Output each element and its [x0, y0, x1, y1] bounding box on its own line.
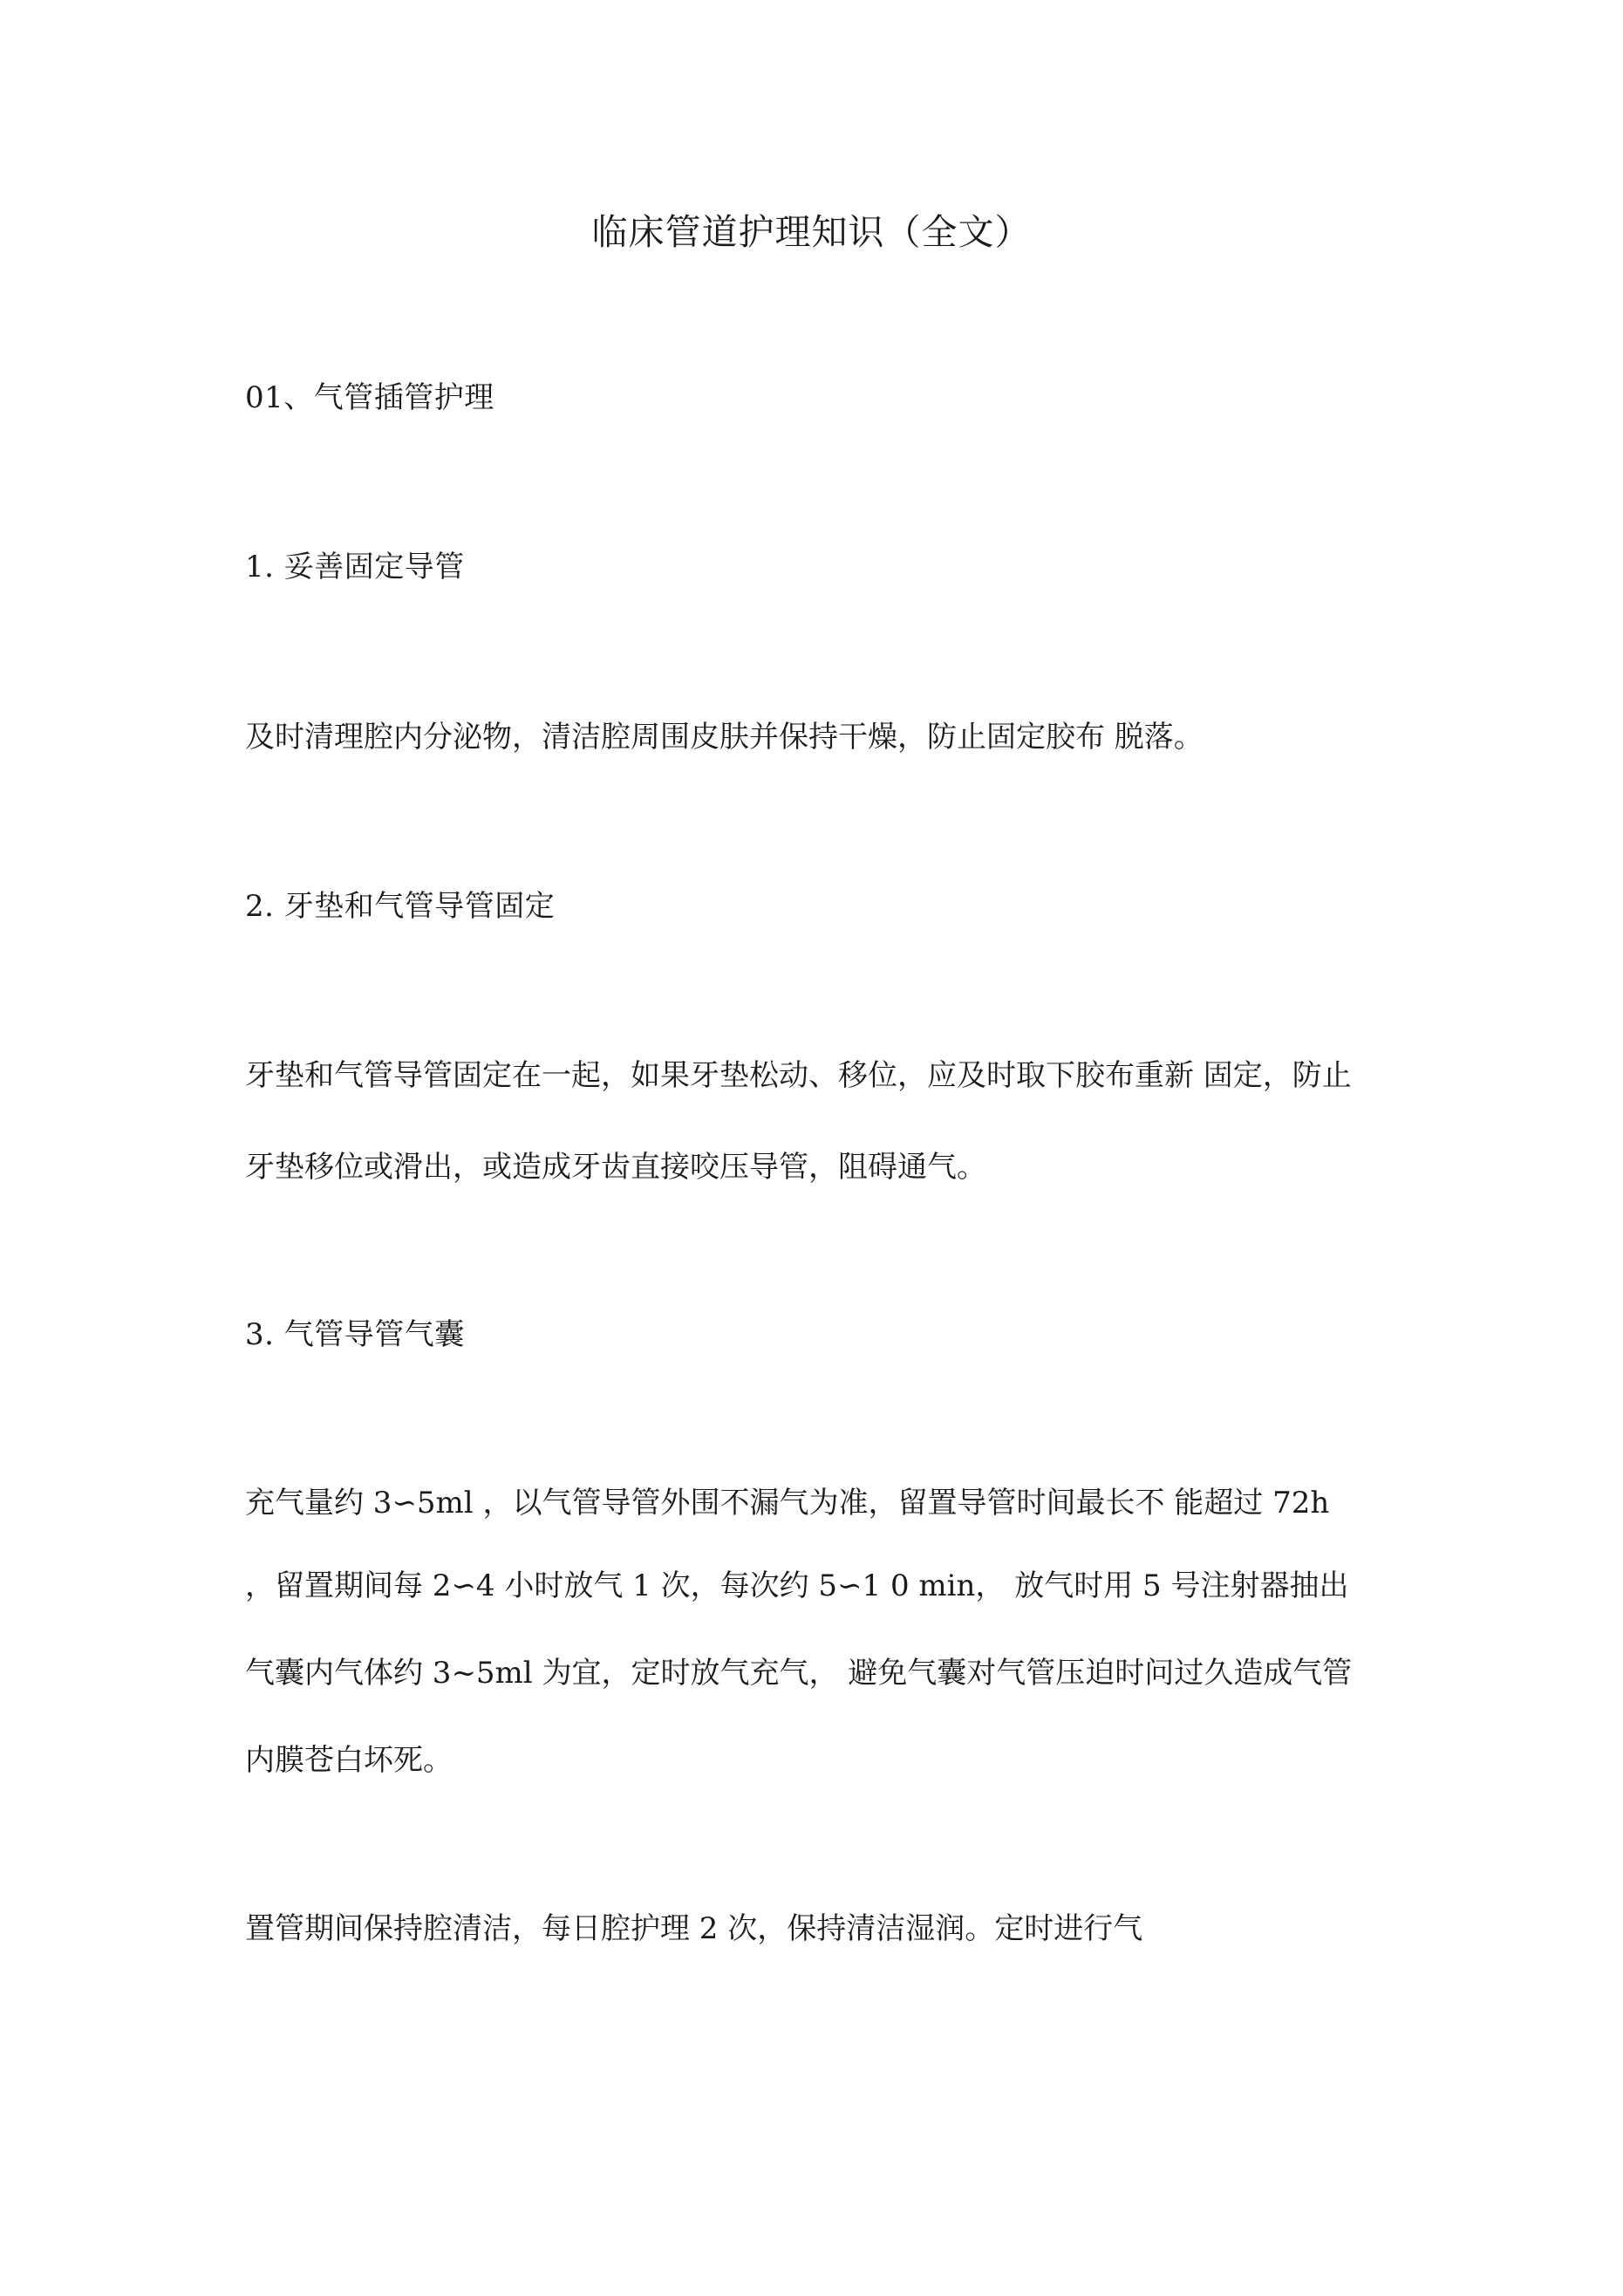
- item-2-body-line-2: 牙垫移位或滑出，或造成牙齿直接咬压导管，阻碍通气。: [245, 1150, 986, 1185]
- item-3-heading: 3. 气管导管气囊: [245, 1317, 465, 1352]
- page-title: 临床管道护理知识（全文）: [591, 211, 1032, 253]
- item-3-body-line-1: 充气量约 3∽5ml ，以气管导管外围不漏气为准，留置导管时间最长不 能超过 72h: [245, 1486, 1330, 1520]
- item-1-body-line-1: 及时清理腔内分泌物，清洁腔周围皮肤并保持干燥，防止固定胶布 脱落。: [245, 720, 1204, 755]
- item-3-body-line-4: 内膜苍白坏死。: [245, 1743, 453, 1778]
- item-2-body-line-1: 牙垫和气管导管固定在一起，如果牙垫松动、移位，应及时取下胶布重新 固定，防止: [245, 1058, 1352, 1093]
- item-2-heading: 2. 牙垫和气管导管固定: [245, 889, 556, 924]
- closing-line: 置管期间保持腔清洁，每日腔护理 2 次，保持清洁湿润。定时进行气: [245, 1911, 1143, 1946]
- item-1-heading: 1. 妥善固定导管: [245, 550, 465, 584]
- item-3-body-line-3: 气囊内气体约 3~5ml 为宜，定时放气充气， 避免气囊对气管压迫时问过久造成气管: [245, 1656, 1353, 1691]
- section-heading: 01、气管插管护理: [245, 380, 494, 415]
- item-3-body-line-2: ，留置期间每 2∽4 小时放气 1 次，每次约 5∽1 0 min， 放气时用 5 号注射器抽出: [245, 1568, 1349, 1603]
